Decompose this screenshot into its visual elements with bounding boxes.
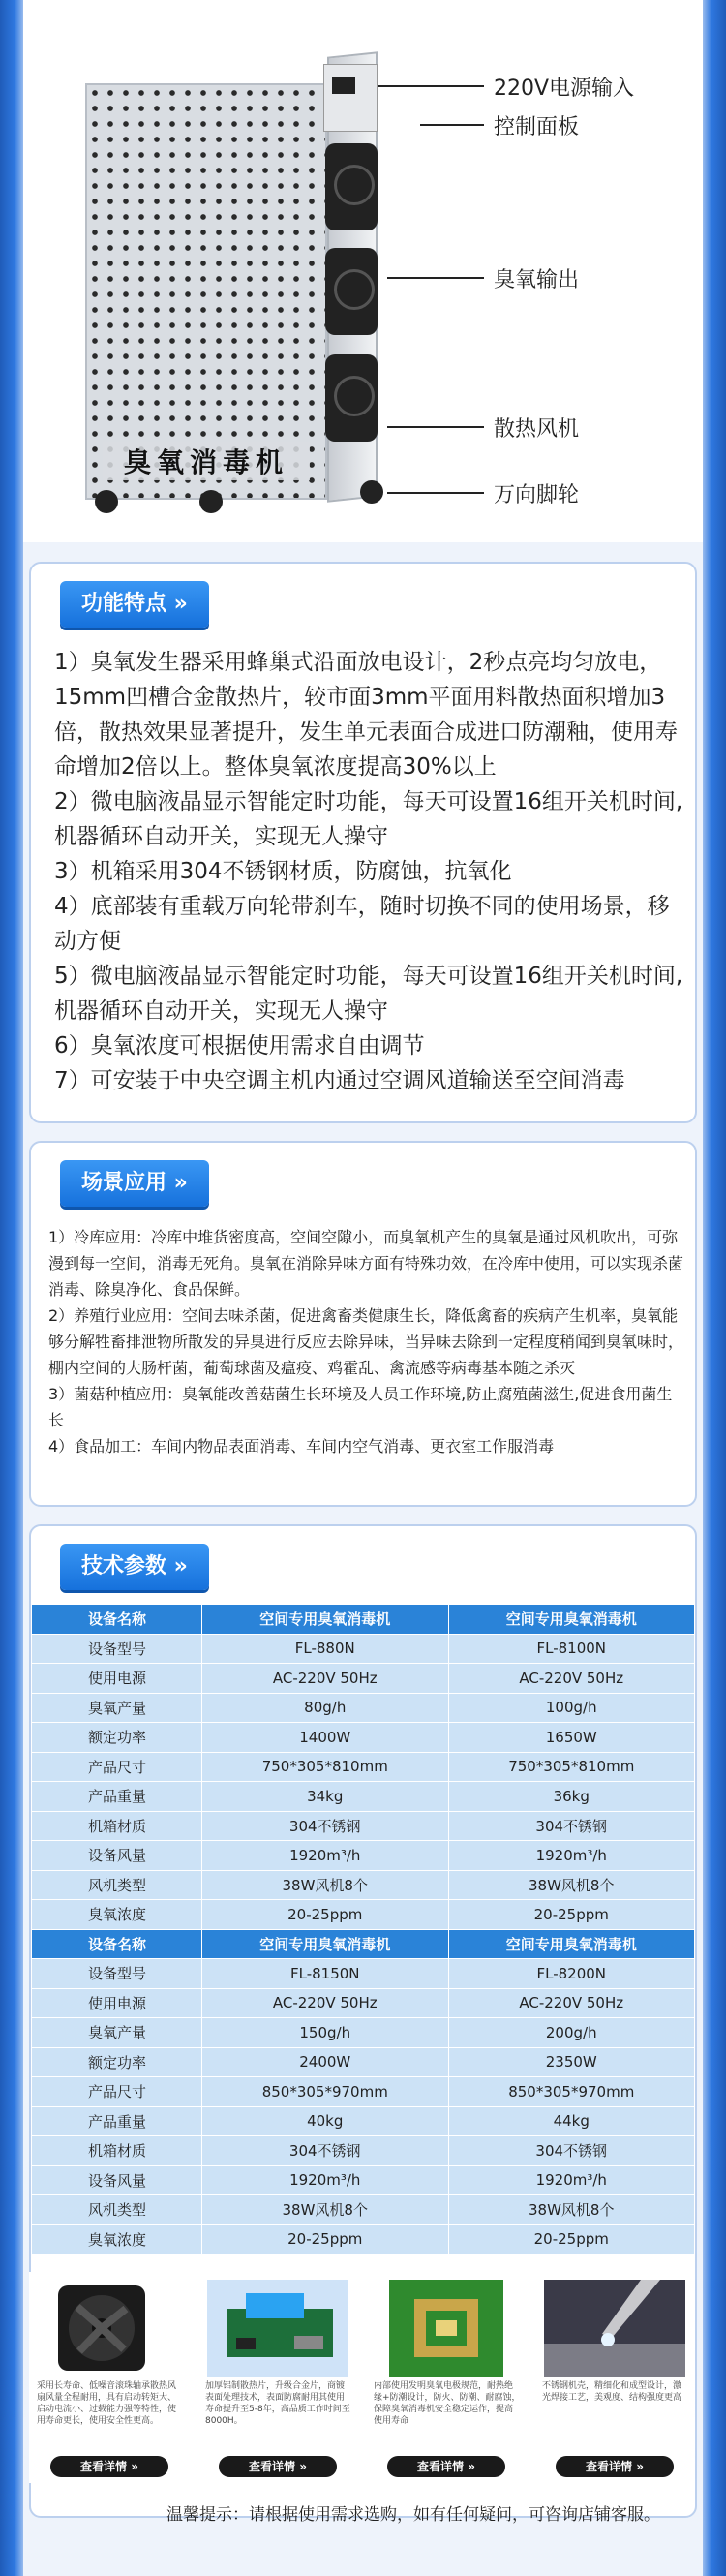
specs-label-cell: 产品尺寸 [32, 1752, 202, 1782]
specs-value-cell: 1920m³/h [448, 1841, 695, 1871]
specs-value-cell: AC-220V 50Hz [448, 1988, 695, 2018]
specs-header-cell: 设备名称 [32, 1929, 202, 1959]
specs-row [32, 2047, 695, 2077]
specs-row [32, 2077, 695, 2107]
feature-item: 1）臭氧发生器采用蜂巢式沿面放电设计，2秒点亮均匀放电，15mm凹槽合金散热片，较市面3mm平面用料散热面积增加3倍，散热效果显著提升，发生单元表面合成进口防潮釉，使用寿命增加2倍以上。整体臭氧浓度提高30%以上 [54, 650, 678, 780]
specs-label-cell: 臭氧浓度 [32, 1900, 202, 1930]
specs-value-cell: 850*305*970mm [448, 2077, 695, 2107]
specs-label-cell: 产品重量 [32, 1782, 202, 1812]
callout-cooling-fan: 散热风机 [494, 417, 580, 442]
specs-value-cell: 20-25ppm [448, 2224, 695, 2254]
specs-value-cell: 750*305*810mm [202, 1752, 449, 1782]
specs-value-cell: AC-220V 50Hz [202, 1664, 449, 1694]
specs-label-cell: 设备型号 [32, 1634, 202, 1664]
specs-value-cell: 1400W [202, 1723, 449, 1753]
product-card-text: 不锈钢机壳，精细化和成型设计，激光焊接工艺，美观度、结构强度更高 [542, 2381, 682, 2403]
specs-row [32, 1723, 695, 1753]
specs-row [32, 1634, 695, 1664]
specs-label-cell: 臭氧浓度 [32, 2224, 202, 2254]
control-panel-graphic [323, 64, 378, 132]
specs-row [32, 1900, 695, 1930]
specs-label-cell: 臭氧产量 [32, 1693, 202, 1723]
specs-row [32, 1752, 695, 1782]
specs-value-cell: 1920m³/h [202, 1841, 449, 1871]
specs-label-cell: 设备风量 [32, 1841, 202, 1871]
specs-value-cell: FL-8150N [202, 1959, 449, 1989]
specs-value-cell: 36kg [448, 1782, 695, 1812]
specs-value-cell: 38W风机8个 [202, 1870, 449, 1900]
machine-perforated-front [85, 83, 327, 500]
specs-row [32, 1811, 695, 1841]
specs-row [32, 1870, 695, 1900]
footer-tip: 温馨提示：请根据使用需求选购，如有任何疑问，可咨询店铺客服。 [166, 2505, 660, 2525]
specs-row [32, 1693, 695, 1723]
feature-item: 7）可安装于中央空调主机内通过空调风道输送至空间消毒 [54, 1068, 625, 1093]
specs-row [32, 1664, 695, 1694]
specs-header-row [32, 1605, 695, 1635]
features-list [54, 645, 683, 1098]
specs-label-cell: 额定功率 [32, 1723, 202, 1753]
specs-row [32, 2165, 695, 2195]
specs-label-cell: 风机类型 [32, 1870, 202, 1900]
specs-value-cell: 200g/h [448, 2018, 695, 2048]
product-card-text: 内部使用发明臭氧电极规范，耐热绝缘+防潮设计，防火、防潮、耐腐蚀，保障臭氧消毒机安全稳定运作，提高使用寿命 [374, 2381, 521, 2426]
specs-label-cell: 使用电源 [32, 1988, 202, 2018]
specs-value-cell: 100g/h [448, 1693, 695, 1723]
specs-row [32, 1988, 695, 2018]
specs-value-cell: 2400W [202, 2047, 449, 2077]
feature-item: 4）底部装有重载万向轮带刹车，随时切换不同的使用场景，移动方便 [54, 894, 670, 954]
specs-value-cell: 2350W [448, 2047, 695, 2077]
specs-value-cell: 304不锈钢 [202, 2136, 449, 2166]
callout-power-input: 220V电源输入 [494, 77, 635, 101]
specs-header-cell: 空间专用臭氧消毒机 [202, 1605, 449, 1635]
wheel-icon [95, 490, 118, 513]
callout-control-panel: 控制面板 [494, 115, 580, 139]
specs-label-cell: 机箱材质 [32, 1811, 202, 1841]
specs-value-cell: FL-8200N [448, 1959, 695, 1989]
product-card-text: 采用长寿命、低噪音滚珠轴承散热风扇风量全程耐用，具有启动转矩大、启动电流小、过载能力强等特性，使用寿命更长，使用安全性更高。 [37, 2381, 177, 2426]
feature-item: 2）微电脑液晶显示智能定时功能，每天可设置16组开关机时间,机器循环自动开关，实现无人操守 [54, 789, 683, 849]
specs-label-cell: 产品尺寸 [32, 2077, 202, 2107]
specs-value-cell: 850*305*970mm [202, 2077, 449, 2107]
specs-value-cell: 1920m³/h [448, 2165, 695, 2195]
product-card[interactable] [366, 2272, 527, 2483]
fan-icon [325, 143, 378, 230]
specs-row [32, 2106, 695, 2136]
welding-icon [544, 2280, 685, 2377]
product-card[interactable] [197, 2272, 358, 2483]
product-hero [23, 0, 703, 542]
view-details-button[interactable]: 查看详情 » [556, 2456, 674, 2477]
specs-value-cell: 304不锈钢 [202, 1811, 449, 1841]
specs-value-cell: 38W风机8个 [448, 2195, 695, 2225]
product-card[interactable] [534, 2272, 695, 2483]
feature-item: 6）臭氧浓度可根据使用需求自由调节 [54, 1033, 425, 1058]
callout-ozone-output: 臭氧输出 [494, 268, 580, 292]
specs-label-cell: 机箱材质 [32, 2136, 202, 2166]
callout-line [387, 426, 484, 428]
view-details-button[interactable]: 查看详情 » [50, 2456, 168, 2477]
fan-icon [325, 248, 378, 335]
lcd-screen [332, 77, 355, 94]
wheel-icon [199, 490, 223, 513]
specs-value-cell: 20-25ppm [202, 2224, 449, 2254]
specs-row [32, 1959, 695, 1989]
scene-item: 3）菌菇种植应用：臭氧能改善菇菌生长环境及人员工作环境,防止腐殖菌滋生,促进食用菌生长 [48, 1385, 673, 1429]
specs-row [32, 1782, 695, 1812]
callout-line [378, 85, 484, 87]
wheel-icon [360, 480, 383, 504]
specs-value-cell: AC-220V 50Hz [202, 1988, 449, 2018]
specs-value-cell: FL-8100N [448, 1634, 695, 1664]
specs-value-cell: AC-220V 50Hz [448, 1664, 695, 1694]
specs-value-cell: 1920m³/h [202, 2165, 449, 2195]
specs-label-cell: 风机类型 [32, 2195, 202, 2225]
specs-value-cell: 304不锈钢 [448, 2136, 695, 2166]
view-details-button[interactable]: 查看详情 » [387, 2456, 505, 2477]
specs-value-cell: 304不锈钢 [448, 1811, 695, 1841]
specs-header-cell: 设备名称 [32, 1605, 202, 1635]
product-detail-cards [29, 2272, 697, 2483]
specs-row [32, 2195, 695, 2225]
specs-value-cell: 150g/h [202, 2018, 449, 2048]
scenes-section [29, 1141, 697, 1507]
feature-item: 3）机箱采用304不锈钢材质，防腐蚀，抗氧化 [54, 859, 512, 884]
scene-item: 4）食品加工：车间内物品表面消毒、车间内空气消毒、更衣室工作服消毒 [48, 1437, 555, 1456]
scene-item: 1）冷库应用：冷库中堆货密度高，空间空隙小，而臭氧机产生的臭氧是通过风机吹出，可弥漫到每一空间，消毒无死角。臭氧在消除异味方面有特殊功效，在冷库中使用，可以实现杀菌消毒、除臭净化、食品保鲜。 [48, 1228, 684, 1299]
cooling-fan-icon [39, 2280, 180, 2377]
specs-value-cell: 44kg [448, 2106, 695, 2136]
specs-row [32, 2018, 695, 2048]
specs-label-cell: 设备型号 [32, 1959, 202, 1989]
specs-value-cell: 34kg [202, 1782, 449, 1812]
specs-value-cell: FL-880N [202, 1634, 449, 1664]
ozone-generator-icon [376, 2280, 517, 2377]
feature-item: 5）微电脑液晶显示智能定时功能，每天可设置16组开关机时间,机器循环自动开关，实现无人操守 [54, 964, 683, 1024]
specs-value-cell: 38W风机8个 [448, 1870, 695, 1900]
specs-row [32, 1841, 695, 1871]
product-card[interactable] [29, 2272, 190, 2483]
specs-title: 技术参数 » [60, 1544, 209, 1590]
specs-header-cell: 空间专用臭氧消毒机 [202, 1929, 449, 1959]
specs-header-row [32, 1929, 695, 1959]
features-section [29, 562, 697, 1123]
specs-value-cell: 1650W [448, 1723, 695, 1753]
specs-value-cell: 20-25ppm [448, 1900, 695, 1930]
product-card-text: 加厚铝制散热片，升级合金片，商镀表面处理技术，表面防腐耐用其使用寿命提升至5-8年，高品质工作时间至8000H。 [205, 2381, 350, 2426]
callout-line [420, 124, 484, 126]
specs-value-cell: 750*305*810mm [448, 1752, 695, 1782]
specs-row [32, 2224, 695, 2254]
specs-label-cell: 设备风量 [32, 2165, 202, 2195]
scene-item: 2）养殖行业应用：空间去味杀菌，促进禽畜类健康生长，降低禽畜的疾病产生机率，臭氧能够分解牲畜排泄物所散发的异臭进行反应去除异味，当异味去除到一定程度稍闻到臭氧味时，棚内空间的大肠杆菌，葡萄球菌及瘟疫、鸡霍乱、禽流感等病毒基本随之杀灭 [48, 1306, 684, 1377]
specs-header-cell: 空间专用臭氧消毒机 [448, 1605, 695, 1635]
specs-label-cell: 臭氧产量 [32, 2018, 202, 2048]
specs-value-cell: 38W风机8个 [202, 2195, 449, 2225]
circuit-board-icon [207, 2280, 348, 2377]
callout-line [387, 492, 484, 494]
specs-table [31, 1604, 695, 2254]
specs-label-cell: 产品重量 [32, 2106, 202, 2136]
ozone-machine-image [85, 54, 376, 500]
page-wrapper [23, 0, 703, 2576]
callout-casters: 万向脚轮 [494, 483, 580, 507]
specs-row [32, 2136, 695, 2166]
specs-label-cell: 额定功率 [32, 2047, 202, 2077]
specs-header-cell: 空间专用臭氧消毒机 [448, 1929, 695, 1959]
scenes-title: 场景应用 » [60, 1160, 209, 1207]
view-details-button[interactable]: 查看详情 » [219, 2456, 337, 2477]
specs-value-cell: 40kg [202, 2106, 449, 2136]
specs-value-cell: 80g/h [202, 1693, 449, 1723]
specs-label-cell: 使用电源 [32, 1664, 202, 1694]
scenes-list [48, 1224, 687, 1459]
specs-value-cell: 20-25ppm [202, 1900, 449, 1930]
fan-icon [325, 354, 378, 442]
machine-label: 臭氧消毒机 [103, 442, 310, 480]
features-title: 功能特点 » [60, 581, 209, 628]
callout-line [387, 277, 484, 279]
